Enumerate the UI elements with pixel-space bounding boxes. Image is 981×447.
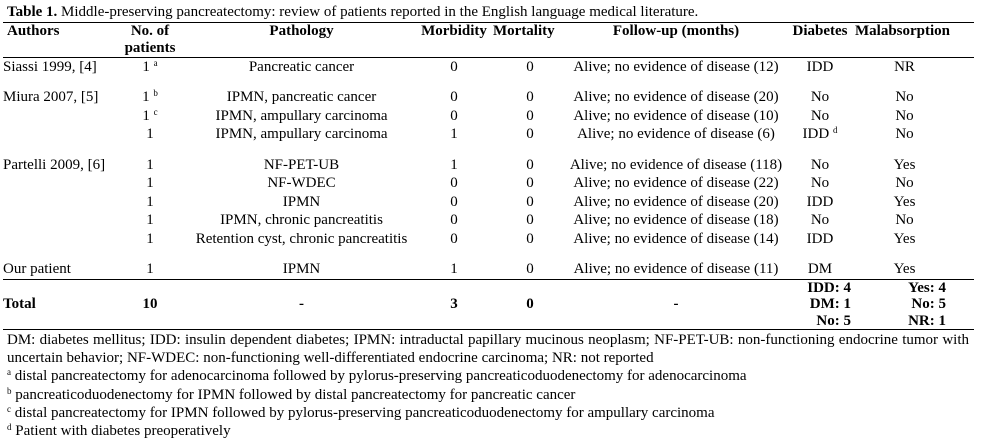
followup-cell: Alive; no evidence of disease (12) (573, 58, 779, 75)
group-spacer (3, 76, 974, 88)
diabetes-value: IDD (806, 58, 834, 75)
pathology-cell: IPMN, pancreatic cancer (226, 89, 377, 105)
morbidity-cell: 0 (450, 107, 458, 124)
followup-cell: Alive; no evidence of disease (18) (573, 212, 779, 228)
morbidity-cell: 1 (450, 156, 458, 173)
diabetes-cell (785, 156, 855, 175)
patients-value: 1 (142, 58, 150, 75)
patients-value: 1 (142, 107, 150, 124)
morbidity-cell: 0 (450, 230, 458, 247)
patients-cell (112, 174, 188, 193)
table-row (3, 107, 974, 126)
followup-cell: Alive; no evidence of disease (20) (573, 193, 779, 210)
footnote-mark: a (7, 367, 11, 378)
total-malabsorption (855, 279, 974, 330)
diabetes-value: IDD (806, 230, 834, 247)
patients-value: 1 (146, 156, 154, 173)
table-row (3, 174, 974, 193)
footnote-mark: d (7, 422, 12, 433)
malabsorption-cell: Yes (855, 260, 974, 279)
pathology-cell: IPMN (282, 193, 321, 210)
total-malabsorption-line: Yes: 4 (908, 279, 946, 296)
author-cell (3, 211, 112, 230)
table-row (3, 156, 974, 175)
morbidity-cell: 0 (450, 212, 458, 228)
total-mortality: 0 (526, 296, 534, 312)
patients-value: 1 (146, 230, 154, 247)
morbidity-cell: 1 (450, 126, 458, 142)
malabsorption-cell: NR (894, 58, 915, 75)
footnote (7, 404, 978, 422)
pathology-cell: IPMN, ampullary carcinoma (215, 126, 388, 142)
total-malabsorption-line: No: 5 (911, 296, 946, 312)
followup-cell: Alive; no evidence of disease (6) (577, 126, 775, 142)
total-malabsorption-line: NR: 1 (908, 312, 946, 329)
patients-cell (112, 230, 188, 249)
group-spacer (3, 144, 974, 156)
mortality-cell: 0 (493, 260, 567, 279)
patients-value: 1 (146, 212, 154, 228)
author-cell: Miura 2007, [5] (3, 89, 99, 105)
pathology-cell: NF-PET-UB (263, 156, 340, 173)
diabetes-value: IDD (802, 126, 830, 142)
morbidity-cell: 0 (450, 89, 458, 105)
total-diabetes-line: DM: 1 (809, 296, 851, 312)
footnote (7, 367, 978, 385)
table-row (3, 193, 974, 212)
malabsorption-cell: No (895, 212, 914, 228)
total-diabetes-line: No: 5 (816, 312, 851, 329)
diabetes-cell (785, 57, 855, 76)
diabetes-cell (785, 174, 855, 193)
footnotes (7, 367, 978, 440)
diabetes-cell (785, 107, 855, 126)
mortality-cell: 0 (526, 107, 534, 124)
pathology-cell: IPMN, ampullary carcinoma (215, 107, 388, 124)
mortality-cell: 0 (526, 193, 534, 210)
diabetes-value: No (810, 212, 830, 228)
table-row (3, 260, 974, 279)
author-cell (3, 107, 112, 126)
header-authors: Authors (7, 22, 60, 39)
morbidity-cell: 1 (415, 260, 493, 279)
footnote (7, 422, 978, 440)
footnote-mark: b (153, 88, 158, 98)
malabsorption-cell: No (895, 175, 914, 191)
diabetes-cell (785, 193, 855, 212)
morbidity-cell: 0 (450, 175, 458, 191)
diabetes-value: DM (807, 261, 833, 277)
followup-cell: Alive; no evidence of disease (14) (573, 230, 779, 247)
total-patients: 10 (142, 296, 158, 312)
malabsorption-cell: Yes (893, 193, 916, 210)
footnote-mark: a (153, 57, 158, 68)
patients-cell (112, 156, 188, 175)
patients-value: 1 (146, 175, 154, 191)
patients-value: 1 (142, 89, 150, 105)
table-row (3, 57, 974, 76)
diabetes-cell (785, 211, 855, 230)
diabetes-cell (785, 260, 855, 279)
total-label: Total (3, 296, 36, 312)
mortality-cell: 0 (526, 175, 534, 191)
mortality-cell: 0 (526, 212, 534, 228)
diabetes-value: IDD (806, 193, 834, 210)
diabetes-value: No (810, 89, 830, 105)
review-table (3, 22, 974, 331)
header-morbidity: Morbidity (421, 22, 487, 39)
author-cell: Siassi 1999, [4] (3, 58, 97, 75)
footnote-mark: c (7, 403, 11, 414)
diabetes-value: No (810, 107, 830, 124)
table-body (3, 57, 974, 330)
footnote-text: distal pancreatectomy for IPMN followed by pylorus-preserving pancreaticoduodenectomy for ampullary carcinoma (11, 404, 715, 421)
total-diabetes (785, 279, 855, 330)
patients-cell (112, 57, 188, 76)
mortality-cell: 0 (526, 156, 534, 173)
patients-cell (112, 125, 188, 144)
total-diabetes-line: IDD: 4 (807, 279, 851, 296)
table-row (3, 88, 974, 107)
footnote-text: Patient with diabetes preoperatively (11, 423, 231, 440)
pathology-cell: NF-WDEC (267, 175, 336, 191)
malabsorption-cell: No (895, 107, 914, 124)
header-row (3, 22, 974, 57)
pathology-cell: Pancreatic cancer (248, 58, 355, 75)
table-row (3, 230, 974, 249)
table-caption (3, 0, 978, 22)
diabetes-cell (785, 125, 855, 144)
header-pathology: Pathology (269, 22, 334, 39)
patients-cell (112, 211, 188, 230)
patients-cell (112, 260, 188, 279)
patients-cell (112, 107, 188, 126)
mortality-cell: 0 (526, 58, 534, 75)
followup-cell: Alive; no evidence of disease (118) (569, 156, 783, 173)
footnote-text: distal pancreatectomy for adenocarcinoma followed by pylorus-preserving pancreaticoduodenectomy for adenocarcinoma (11, 368, 747, 385)
header-mortality: Mortality (493, 22, 555, 39)
malabsorption-cell: No (895, 89, 914, 105)
author-cell (3, 174, 112, 193)
caption-label: Table 1. (7, 4, 58, 20)
footnote-text: pancreaticoduodenectomy for IPMN followed by distal pancreatectomy for pancreatic cancer (11, 386, 576, 403)
total-morbidity: 3 (450, 296, 458, 312)
total-pathology: - (299, 296, 304, 312)
author-cell (3, 230, 112, 249)
diabetes-value: No (810, 156, 830, 173)
caption-text: Middle-preserving pancreatectomy: review of patients reported in the English language medical literature. (57, 4, 699, 20)
mortality-cell: 0 (526, 230, 534, 247)
total-row (3, 279, 974, 330)
pathology-cell: IPMN, chronic pancreatitis (220, 212, 383, 228)
morbidity-cell: 0 (450, 58, 458, 75)
patients-value: 1 (146, 261, 154, 277)
group-spacer (3, 248, 974, 260)
patients-value: 1 (146, 126, 154, 142)
author-cell: Our patient (3, 260, 112, 279)
table-notes (3, 330, 978, 440)
patients-cell (112, 193, 188, 212)
author-cell (3, 193, 112, 212)
footnote-mark: d (832, 125, 838, 135)
author-cell: Partelli 2009, [6] (3, 156, 106, 173)
followup-cell: Alive; no evidence of disease (20) (573, 89, 779, 105)
patients-cell (112, 88, 188, 107)
mortality-cell: 0 (526, 126, 534, 142)
mortality-cell: 0 (526, 89, 534, 105)
followup-cell: Alive; no evidence of disease (11) (567, 260, 785, 279)
header-malabsorption: Malabsorption (855, 22, 951, 39)
table-row (3, 125, 974, 144)
header-patients: No. of patients (124, 22, 176, 56)
table-row (3, 211, 974, 230)
morbidity-cell: 0 (450, 193, 458, 210)
diabetes-cell (785, 88, 855, 107)
malabsorption-cell: Yes (893, 230, 916, 247)
malabsorption-cell: Yes (893, 156, 916, 173)
malabsorption-cell: No (895, 126, 914, 142)
header-diabetes: Diabetes (792, 22, 848, 39)
footnote-mark: b (7, 385, 12, 396)
pathology-cell: Retention cyst, chronic pancreatitis (195, 230, 408, 247)
footnote-mark: c (153, 106, 158, 117)
total-followup: - (673, 296, 679, 312)
header-followup: Follow-up (months) (612, 22, 740, 39)
followup-cell: Alive; no evidence of disease (22) (573, 175, 779, 191)
abbreviations-note: DM: diabetes mellitus; IDD: insulin dependent diabetes; IPMN: intraductal papillary mucinous neoplasm; NF-PET-UB: non-functioning endocrine tumor with uncertain behavior; NF-WDEC: non-functioning well-differentiated endocrine carcinoma; NR: not reported (7, 332, 969, 367)
diabetes-cell (785, 230, 855, 249)
followup-cell: Alive; no evidence of disease (10) (573, 107, 779, 124)
diabetes-value: No (810, 175, 830, 191)
pathology-cell: IPMN (188, 260, 415, 279)
author-cell (3, 125, 112, 144)
patients-value: 1 (146, 193, 154, 210)
table-figure (3, 0, 978, 440)
footnote (7, 386, 978, 404)
